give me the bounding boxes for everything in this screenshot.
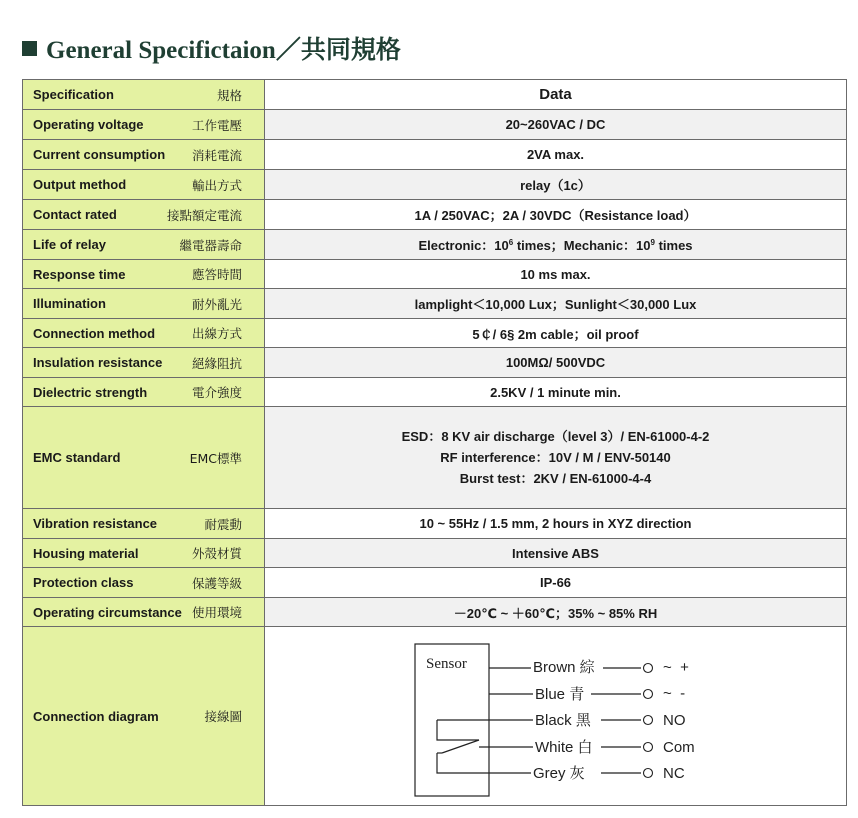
row-label-zh: 耐外亂光 (191, 296, 242, 312)
emc-line: ESD：8 KV air discharge（level 3）/ EN-61000-4-2 (401, 429, 710, 444)
emc-line: RF interference：10V / M / ENV-50140 (440, 450, 671, 465)
row-label-en: Insulation resistance (33, 355, 163, 370)
row-label-zh: 外殼材質 (191, 546, 242, 561)
row-label-en: Protection class (33, 575, 134, 590)
row-label-zh: 輸出方式 (191, 177, 242, 193)
row-label-zh: 保護等級 (191, 575, 242, 591)
row-label-en: Operating voltage (33, 117, 144, 132)
terminal-label-blue: ~ - (663, 684, 686, 702)
row-label-zh: 使用環境 (191, 605, 242, 620)
table-header-row (23, 80, 847, 110)
row-insulation-resistance (23, 348, 847, 378)
exponent: 6 (508, 238, 514, 247)
row-label-zh: 接點額定電流 (166, 207, 242, 223)
title-text: General Specifictaion／共同規格 (46, 37, 401, 64)
row-connection-diagram (23, 627, 847, 806)
row-value: 10 ~ 55Hz / 1.5 mm, 2 hours in XYZ direction (265, 509, 847, 539)
row-dielectric-strength (23, 378, 847, 407)
terminal-circle-icon (644, 742, 653, 751)
row-label-en: Current consumption (33, 147, 166, 162)
row-label-en: Contact rated (33, 207, 117, 222)
wire-label-brown: Brown 綜 (533, 658, 595, 676)
row-response-time (23, 260, 847, 289)
row-vibration-resistance (23, 509, 847, 539)
row-label-en: Dielectric strength (33, 384, 148, 400)
row-label-zh: 接線圖 (204, 709, 242, 724)
row-value (265, 230, 847, 260)
header-label-cell (23, 80, 265, 110)
row-value: 10 ms max. (265, 260, 847, 289)
exponent: 9 (650, 238, 655, 247)
row-value: relay（1c） (265, 170, 847, 200)
row-label-en: Response time (33, 266, 126, 282)
row-current-consumption (23, 140, 847, 170)
row-value: lamplight＜10,000 Lux；Sunlight＜30,000 Lux (265, 289, 847, 319)
terminal-circle-icon (644, 768, 653, 777)
row-label-zh: 工作電壓 (191, 117, 242, 133)
connection-diagram-cell (265, 627, 847, 806)
row-illumination (23, 289, 847, 319)
row-label-en: Output method (33, 177, 127, 192)
spec-table (22, 79, 847, 806)
row-label-en: Connection diagram (33, 708, 159, 724)
row-value: 20~260VAC / DC (265, 110, 847, 140)
row-value: 5￠/ 6§ 2m cable；oil proof (265, 319, 847, 348)
connection-diagram (265, 628, 847, 805)
emc-line: Burst test：2KV / EN-61000-4-4 (459, 471, 652, 486)
square-bullet-icon (22, 41, 37, 56)
terminal-circle-icon (644, 689, 653, 698)
terminal-circle-icon (644, 663, 653, 672)
row-label-en: Housing material (33, 545, 139, 561)
row-value: －20℃ ~ ＋60℃；35% ~ 85% RH (265, 598, 847, 627)
terminal-label-grey: NC (663, 764, 685, 782)
value-part: times (654, 238, 693, 253)
row-value: 2.5KV / 1 minute min. (265, 378, 847, 407)
row-label-zh: 消耗電流 (191, 147, 242, 163)
row-label-zh: 出線方式 (191, 326, 242, 341)
wire-label-white: White 白 (535, 738, 593, 756)
row-label-zh: 電介強度 (191, 385, 242, 400)
row-label-en: Life of relay (33, 237, 106, 252)
row-label-zh: 繼電器壽命 (179, 237, 242, 253)
wire-label-blue: Blue 青 (535, 685, 585, 703)
sensor-label: Sensor (426, 655, 467, 672)
row-value: IP-66 (265, 568, 847, 598)
row-label-en: Connection method (33, 325, 156, 341)
value-part: Electronic：10 (418, 238, 509, 253)
row-housing-material (23, 539, 847, 568)
terminal-label-brown: ~ + (663, 658, 689, 676)
terminal-label-white: Com (663, 738, 695, 756)
row-label-en: Operating circumstance (33, 604, 182, 620)
row-value: 1A / 250VAC；2A / 30VDC（Resistance load） (265, 200, 847, 230)
row-contact-rated (23, 200, 847, 230)
row-label-zh: EMC標準 (189, 450, 242, 466)
row-value: Intensive ABS (265, 539, 847, 568)
row-value: 100MΩ/ 500VDC (265, 348, 847, 378)
header-label-zh: 規格 (216, 87, 242, 103)
row-label-zh: 絕緣阻抗 (191, 355, 242, 371)
terminal-label-black: NO (663, 711, 686, 729)
row-label-zh: 應答時間 (191, 267, 242, 282)
page-title (22, 30, 401, 66)
row-output-method (23, 170, 847, 200)
header-label-en: Specification (33, 87, 114, 102)
row-value: 2VA max. (265, 140, 847, 170)
wire-label-black: Black 黑 (535, 711, 591, 729)
row-protection-class (23, 568, 847, 598)
row-connection-method (23, 319, 847, 348)
row-value (265, 407, 847, 509)
header-value: Data (265, 80, 847, 110)
row-operating-voltage (23, 110, 847, 140)
row-label-en: Vibration resistance (33, 516, 158, 531)
row-label-en: Illumination (33, 296, 106, 311)
row-operating-circumstance (23, 598, 847, 627)
wire-label-grey: Grey 灰 (533, 764, 585, 782)
row-label-en: EMC standard (33, 450, 121, 465)
row-life-of-relay (23, 230, 847, 260)
value-part: times；Mechanic：10 (513, 238, 651, 253)
terminal-circle-icon (644, 715, 653, 724)
row-label-zh: 耐震動 (204, 516, 242, 532)
row-emc-standard (23, 407, 847, 509)
